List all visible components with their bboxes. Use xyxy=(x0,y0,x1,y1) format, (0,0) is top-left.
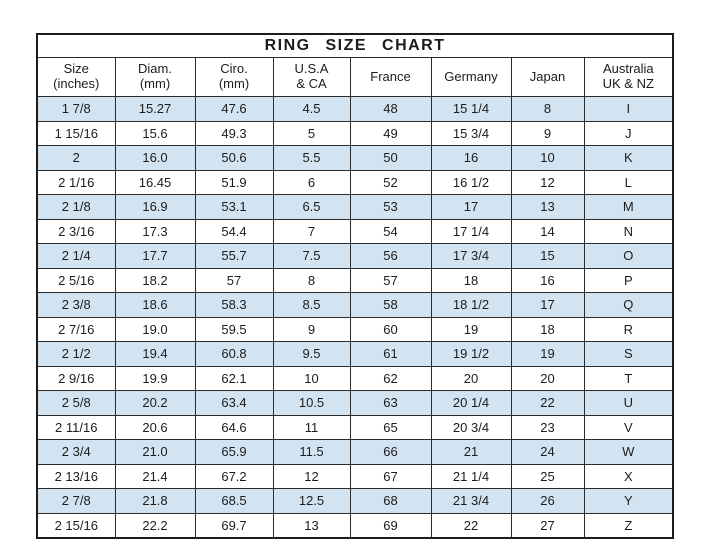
cell-france: 56 xyxy=(350,244,431,269)
cell-diam_mm: 21.4 xyxy=(115,464,195,489)
cell-germany: 21 3/4 xyxy=(431,489,511,514)
cell-ciro_mm: 67.2 xyxy=(195,464,273,489)
cell-japan: 26 xyxy=(511,489,584,514)
cell-diam_mm: 17.3 xyxy=(115,219,195,244)
cell-size_inches: 2 3/4 xyxy=(37,440,115,465)
cell-ciro_mm: 51.9 xyxy=(195,170,273,195)
cell-japan: 23 xyxy=(511,415,584,440)
cell-australia_uk_nz: L xyxy=(584,170,673,195)
cell-diam_mm: 20.6 xyxy=(115,415,195,440)
cell-france: 63 xyxy=(350,391,431,416)
cell-france: 67 xyxy=(350,464,431,489)
cell-france: 61 xyxy=(350,342,431,367)
cell-germany: 16 xyxy=(431,146,511,171)
table-row xyxy=(37,366,673,391)
cell-france: 49 xyxy=(350,121,431,146)
cell-france: 48 xyxy=(350,97,431,122)
cell-diam_mm: 16.45 xyxy=(115,170,195,195)
cell-diam_mm: 19.9 xyxy=(115,366,195,391)
cell-japan: 19 xyxy=(511,342,584,367)
table-row xyxy=(37,293,673,318)
cell-australia_uk_nz: Z xyxy=(584,513,673,538)
cell-diam_mm: 16.0 xyxy=(115,146,195,171)
cell-australia_uk_nz: S xyxy=(584,342,673,367)
cell-france: 50 xyxy=(350,146,431,171)
table-row xyxy=(37,513,673,538)
cell-france: 57 xyxy=(350,268,431,293)
cell-japan: 24 xyxy=(511,440,584,465)
cell-diam_mm: 21.0 xyxy=(115,440,195,465)
cell-size_inches: 2 xyxy=(37,146,115,171)
cell-japan: 10 xyxy=(511,146,584,171)
cell-australia_uk_nz: O xyxy=(584,244,673,269)
cell-australia_uk_nz: I xyxy=(584,97,673,122)
cell-ciro_mm: 63.4 xyxy=(195,391,273,416)
cell-japan: 8 xyxy=(511,97,584,122)
cell-australia_uk_nz: N xyxy=(584,219,673,244)
cell-size_inches: 2 7/16 xyxy=(37,317,115,342)
cell-japan: 14 xyxy=(511,219,584,244)
cell-france: 53 xyxy=(350,195,431,220)
table-row xyxy=(37,170,673,195)
cell-australia_uk_nz: M xyxy=(584,195,673,220)
cell-size_inches: 2 7/8 xyxy=(37,489,115,514)
cell-diam_mm: 15.27 xyxy=(115,97,195,122)
table-row xyxy=(37,268,673,293)
cell-japan: 25 xyxy=(511,464,584,489)
cell-usa_ca: 12 xyxy=(273,464,350,489)
cell-germany: 16 1/2 xyxy=(431,170,511,195)
cell-usa_ca: 4.5 xyxy=(273,97,350,122)
chart-title-row xyxy=(37,34,673,58)
cell-france: 54 xyxy=(350,219,431,244)
table-row xyxy=(37,342,673,367)
cell-diam_mm: 19.0 xyxy=(115,317,195,342)
ring-size-chart xyxy=(36,33,672,539)
cell-diam_mm: 21.8 xyxy=(115,489,195,514)
cell-australia_uk_nz: V xyxy=(584,415,673,440)
cell-france: 69 xyxy=(350,513,431,538)
cell-japan: 17 xyxy=(511,293,584,318)
cell-germany: 17 xyxy=(431,195,511,220)
cell-france: 62 xyxy=(350,366,431,391)
cell-ciro_mm: 49.3 xyxy=(195,121,273,146)
table-row xyxy=(37,195,673,220)
cell-usa_ca: 6 xyxy=(273,170,350,195)
cell-germany: 15 3/4 xyxy=(431,121,511,146)
cell-ciro_mm: 65.9 xyxy=(195,440,273,465)
cell-usa_ca: 9.5 xyxy=(273,342,350,367)
cell-australia_uk_nz: Q xyxy=(584,293,673,318)
cell-japan: 15 xyxy=(511,244,584,269)
cell-usa_ca: 7 xyxy=(273,219,350,244)
cell-usa_ca: 5 xyxy=(273,121,350,146)
cell-ciro_mm: 69.7 xyxy=(195,513,273,538)
cell-usa_ca: 5.5 xyxy=(273,146,350,171)
cell-germany: 20 xyxy=(431,366,511,391)
header-germany: Germany xyxy=(431,58,511,97)
table-row xyxy=(37,219,673,244)
column-header-row xyxy=(37,58,673,97)
cell-usa_ca: 9 xyxy=(273,317,350,342)
cell-france: 65 xyxy=(350,415,431,440)
header-france: France xyxy=(350,58,431,97)
cell-australia_uk_nz: X xyxy=(584,464,673,489)
cell-ciro_mm: 54.4 xyxy=(195,219,273,244)
cell-ciro_mm: 64.6 xyxy=(195,415,273,440)
cell-usa_ca: 12.5 xyxy=(273,489,350,514)
table-row xyxy=(37,440,673,465)
cell-germany: 17 3/4 xyxy=(431,244,511,269)
cell-australia_uk_nz: Y xyxy=(584,489,673,514)
cell-usa_ca: 11.5 xyxy=(273,440,350,465)
cell-usa_ca: 7.5 xyxy=(273,244,350,269)
cell-germany: 19 xyxy=(431,317,511,342)
cell-usa_ca: 8.5 xyxy=(273,293,350,318)
cell-japan: 12 xyxy=(511,170,584,195)
cell-ciro_mm: 62.1 xyxy=(195,366,273,391)
cell-france: 58 xyxy=(350,293,431,318)
chart-title: RING SIZE CHART xyxy=(37,34,673,58)
cell-germany: 18 xyxy=(431,268,511,293)
cell-size_inches: 2 5/16 xyxy=(37,268,115,293)
cell-australia_uk_nz: W xyxy=(584,440,673,465)
cell-size_inches: 1 15/16 xyxy=(37,121,115,146)
cell-diam_mm: 22.2 xyxy=(115,513,195,538)
ring-size-table xyxy=(36,33,674,539)
cell-size_inches: 2 1/16 xyxy=(37,170,115,195)
cell-diam_mm: 17.7 xyxy=(115,244,195,269)
cell-usa_ca: 13 xyxy=(273,513,350,538)
header-japan: Japan xyxy=(511,58,584,97)
cell-france: 60 xyxy=(350,317,431,342)
cell-size_inches: 2 3/16 xyxy=(37,219,115,244)
cell-japan: 27 xyxy=(511,513,584,538)
cell-australia_uk_nz: P xyxy=(584,268,673,293)
cell-usa_ca: 11 xyxy=(273,415,350,440)
cell-france: 68 xyxy=(350,489,431,514)
table-row xyxy=(37,121,673,146)
cell-size_inches: 1 7/8 xyxy=(37,97,115,122)
cell-germany: 21 xyxy=(431,440,511,465)
header-size_inches: Size (inches) xyxy=(37,58,115,97)
cell-usa_ca: 10 xyxy=(273,366,350,391)
cell-ciro_mm: 47.6 xyxy=(195,97,273,122)
table-body xyxy=(37,97,673,539)
cell-usa_ca: 6.5 xyxy=(273,195,350,220)
cell-germany: 19 1/2 xyxy=(431,342,511,367)
cell-size_inches: 2 15/16 xyxy=(37,513,115,538)
cell-diam_mm: 20.2 xyxy=(115,391,195,416)
cell-germany: 15 1/4 xyxy=(431,97,511,122)
cell-diam_mm: 19.4 xyxy=(115,342,195,367)
table-row xyxy=(37,415,673,440)
cell-germany: 18 1/2 xyxy=(431,293,511,318)
cell-japan: 20 xyxy=(511,366,584,391)
cell-ciro_mm: 68.5 xyxy=(195,489,273,514)
cell-diam_mm: 15.6 xyxy=(115,121,195,146)
header-diam_mm: Diam. (mm) xyxy=(115,58,195,97)
table-row xyxy=(37,489,673,514)
cell-japan: 16 xyxy=(511,268,584,293)
cell-germany: 17 1/4 xyxy=(431,219,511,244)
header-ciro_mm: Ciro. (mm) xyxy=(195,58,273,97)
cell-diam_mm: 18.2 xyxy=(115,268,195,293)
cell-size_inches: 2 9/16 xyxy=(37,366,115,391)
header-australia_uk_nz: Australia UK & NZ xyxy=(584,58,673,97)
cell-australia_uk_nz: J xyxy=(584,121,673,146)
cell-ciro_mm: 59.5 xyxy=(195,317,273,342)
cell-size_inches: 2 5/8 xyxy=(37,391,115,416)
cell-usa_ca: 10.5 xyxy=(273,391,350,416)
cell-size_inches: 2 1/4 xyxy=(37,244,115,269)
cell-size_inches: 2 11/16 xyxy=(37,415,115,440)
cell-diam_mm: 16.9 xyxy=(115,195,195,220)
cell-france: 66 xyxy=(350,440,431,465)
cell-australia_uk_nz: K xyxy=(584,146,673,171)
table-row xyxy=(37,244,673,269)
table-row xyxy=(37,391,673,416)
cell-ciro_mm: 53.1 xyxy=(195,195,273,220)
cell-usa_ca: 8 xyxy=(273,268,350,293)
cell-germany: 21 1/4 xyxy=(431,464,511,489)
cell-japan: 22 xyxy=(511,391,584,416)
cell-ciro_mm: 57 xyxy=(195,268,273,293)
cell-size_inches: 2 1/8 xyxy=(37,195,115,220)
cell-ciro_mm: 55.7 xyxy=(195,244,273,269)
cell-australia_uk_nz: U xyxy=(584,391,673,416)
table-row xyxy=(37,317,673,342)
cell-japan: 13 xyxy=(511,195,584,220)
cell-diam_mm: 18.6 xyxy=(115,293,195,318)
cell-ciro_mm: 58.3 xyxy=(195,293,273,318)
cell-size_inches: 2 13/16 xyxy=(37,464,115,489)
cell-ciro_mm: 50.6 xyxy=(195,146,273,171)
header-usa_ca: U.S.A & CA xyxy=(273,58,350,97)
cell-ciro_mm: 60.8 xyxy=(195,342,273,367)
cell-germany: 20 3/4 xyxy=(431,415,511,440)
table-row xyxy=(37,146,673,171)
cell-germany: 20 1/4 xyxy=(431,391,511,416)
cell-australia_uk_nz: R xyxy=(584,317,673,342)
table-row xyxy=(37,97,673,122)
table-row xyxy=(37,464,673,489)
cell-japan: 9 xyxy=(511,121,584,146)
cell-size_inches: 2 1/2 xyxy=(37,342,115,367)
cell-japan: 18 xyxy=(511,317,584,342)
cell-germany: 22 xyxy=(431,513,511,538)
cell-size_inches: 2 3/8 xyxy=(37,293,115,318)
cell-france: 52 xyxy=(350,170,431,195)
cell-australia_uk_nz: T xyxy=(584,366,673,391)
